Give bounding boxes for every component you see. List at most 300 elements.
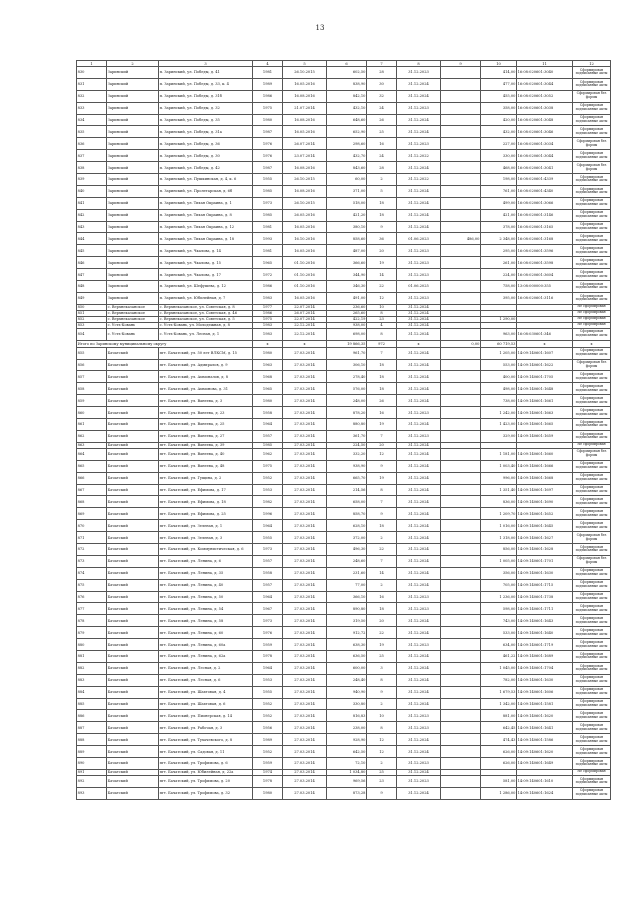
area-cell: 248,00 — [327, 395, 367, 407]
year-cell: 1980 — [253, 114, 283, 126]
date-cell: 27.03.2014 — [283, 520, 327, 532]
table-row — [77, 520, 611, 532]
date-cell: 26.07.2014 — [283, 310, 327, 316]
header-cell: 6 — [327, 61, 367, 67]
address-cell: п. Заринский, ул. Победы, д. 35 — [159, 114, 253, 126]
status-cell: Сформирован подписанные акты — [573, 686, 611, 698]
area-cell: 265,60 — [327, 310, 367, 316]
year-cell: 1976 — [253, 627, 283, 639]
area-cell: 1 034,80 — [327, 769, 367, 775]
header-cell: 12 — [573, 61, 611, 67]
table-row — [77, 567, 611, 579]
deadline-cell: 31.12.2024 — [397, 316, 441, 322]
status-cell: Сформирован подписанные акты — [573, 407, 611, 419]
address-cell: пгт. Бачатский, ул. Ванеева, д. 25 — [159, 419, 253, 431]
settlement-cell: Заринский — [107, 67, 159, 79]
table-row — [77, 430, 611, 442]
sum-cell: 738,00 — [481, 395, 517, 407]
table-row — [77, 67, 611, 79]
count-cell: 22 — [367, 627, 397, 639]
settlement-cell: Бачатский — [107, 371, 159, 383]
deadline-cell: 31.12.2023 — [397, 67, 441, 79]
settlement-cell: Бачатский — [107, 787, 159, 799]
row-number: 833 — [77, 102, 107, 114]
count-cell: 2 — [367, 174, 397, 186]
table-row — [77, 162, 611, 174]
area-cell: 652,90 — [327, 126, 367, 138]
date-cell: 27.03.2014 — [283, 639, 327, 651]
deadline-cell: 31.12.2023 — [397, 245, 441, 257]
sum-cell: 420,00 — [481, 114, 517, 126]
cadastral-cell: 14:09:140601:1581 — [517, 698, 573, 710]
deadline-cell: 31.12.2023 — [397, 757, 441, 769]
address-cell: пгт. Бачатский, ул. Шахтовая, д. 6 — [159, 698, 253, 710]
cadastral-cell: 14:09:140601:1620 — [517, 746, 573, 758]
area-cell: 602,50 — [327, 67, 367, 79]
row-number: 834 — [77, 114, 107, 126]
table-row — [77, 650, 611, 662]
date-cell: 16.05.2016 — [283, 78, 327, 90]
row-number: 857 — [77, 371, 107, 383]
address-cell: пгт. Бачатский, ул. Трофимова, д. 20 — [159, 775, 253, 787]
year-cell: 1973 — [253, 543, 283, 555]
table-row — [77, 257, 611, 269]
sum-cell: 1 205,00 — [481, 347, 517, 359]
total-sum-cell: 60 719,53 — [481, 340, 517, 347]
address-cell: п. Заринский, ул. Победы, д. 31а — [159, 126, 253, 138]
area-cell: 60,00 — [327, 174, 367, 186]
row-number: 863 — [77, 442, 107, 448]
deadline-cell: 31.12.2024 — [397, 304, 441, 310]
year-cell: 1989 — [253, 734, 283, 746]
row-number: 840 — [77, 185, 107, 197]
deadline-cell: 31.12.2024 — [397, 472, 441, 484]
settlement-cell: Заринский — [107, 150, 159, 162]
cadastral-cell: 14:09:140601:1738 — [517, 591, 573, 603]
date-cell: 26.10.2015 — [283, 174, 327, 186]
cadastral-cell: 14:09:140601:1607 — [517, 347, 573, 359]
area-cell: 648,60 — [327, 114, 367, 126]
status-cell: Сформирован подписанные акты — [573, 472, 611, 484]
date-cell: 16.10.2016 — [283, 233, 327, 245]
header-cell: 3 — [159, 61, 253, 67]
deadline-cell: 31.12.2022 — [397, 150, 441, 162]
deadline-cell: 31.12.2024 — [397, 555, 441, 567]
area-cell: 77,00 — [327, 579, 367, 591]
row-number: 885 — [77, 698, 107, 710]
sum-cell: 498,00 — [481, 383, 517, 395]
sum-cell: 705,00 — [481, 579, 517, 591]
table-row — [77, 746, 611, 758]
table-row — [77, 150, 611, 162]
row-number: 860 — [77, 407, 107, 419]
row-number: 865 — [77, 460, 107, 472]
column-9-cell — [441, 347, 481, 359]
address-cell: пгт. Бачатский, ул. Ефимова, д. 18 — [159, 496, 253, 508]
column-9-cell — [441, 555, 481, 567]
column-9-cell — [441, 567, 481, 579]
settlement-cell: Заринский — [107, 185, 159, 197]
deadline-cell: 31.12.2024 — [397, 662, 441, 674]
count-cell: 24 — [367, 102, 397, 114]
address-cell: пгт. Бачатский, ул. Юбилейная, д. 22а — [159, 769, 253, 775]
deadline-cell: 31.12.2024 — [397, 508, 441, 520]
column-9-cell — [441, 221, 481, 233]
count-cell: 3 — [367, 662, 397, 674]
date-cell: 27.03.2014 — [283, 775, 327, 787]
table-row — [77, 185, 611, 197]
settlement-cell: Бачатский — [107, 686, 159, 698]
row-number: 832 — [77, 90, 107, 102]
settlement-cell: Бачатский — [107, 347, 159, 359]
column-9-cell — [441, 460, 481, 472]
address-cell: с. Верхнеказанское, ул. Советская, д. 5 — [159, 316, 253, 322]
settlement-cell: Бачатский — [107, 757, 159, 769]
status-cell: Сформирован подписанные акты — [573, 508, 611, 520]
row-number: 830 — [77, 67, 107, 79]
sum-cell: 468,00 — [481, 162, 517, 174]
column-9-cell — [441, 430, 481, 442]
year-cell: 1993 — [253, 233, 283, 245]
status-cell: Сформирован подписанные акты — [573, 746, 611, 758]
cadastral-cell: 16:08:020601:3165 — [517, 221, 573, 233]
year-cell: 1953 — [253, 674, 283, 686]
column-9-cell — [441, 496, 481, 508]
row-number: 889 — [77, 746, 107, 758]
count-cell: 25 — [367, 650, 397, 662]
column-9-cell — [441, 710, 481, 722]
status-cell: Сформирован подписанные акты — [573, 347, 611, 359]
address-cell: п. Заринский, ул. Тихая Окраина, д. 18 — [159, 233, 253, 245]
year-cell: 1952 — [253, 710, 283, 722]
cadastral-cell: 14:09:140601:1628 — [517, 543, 573, 555]
area-cell: 330,80 — [327, 698, 367, 710]
count-cell: 16 — [367, 407, 397, 419]
date-cell: 27.03.2014 — [283, 734, 327, 746]
count-cell: 2 — [367, 757, 397, 769]
address-cell: п. Заринский, ул. Победы, д. 36 — [159, 138, 253, 150]
status-cell: Сформирован подписанные акты — [573, 710, 611, 722]
year-cell: 1980 — [253, 347, 283, 359]
table-row — [77, 787, 611, 799]
address-cell: пгт. Бачатский, ул. Аммонова, д. 31 — [159, 383, 253, 395]
row-number: 891 — [77, 769, 107, 775]
address-cell: п. Заринский, ул. Юбилейная, д. 7 — [159, 292, 253, 304]
count-cell: 8 — [367, 484, 397, 496]
table-row — [77, 472, 611, 484]
column-9-cell — [441, 543, 481, 555]
column-9-cell — [441, 579, 481, 591]
row-number: 870 — [77, 520, 107, 532]
row-number: 879 — [77, 627, 107, 639]
address-cell: пгт. Бачатский, ул. Ефимова, д. 17 — [159, 484, 253, 496]
address-cell: пгт. Бачатский, ул. Ленина, д. 40 — [159, 579, 253, 591]
row-number: 850 — [77, 304, 107, 310]
cadastral-cell: 14:09:140601:1705 — [517, 371, 573, 383]
date-cell: 27.03.2014 — [283, 627, 327, 639]
address-cell: пгт. Бачатский, ул. Ванеева, д. 48 — [159, 460, 253, 472]
table-row — [77, 114, 611, 126]
area-cell: 873,28 — [327, 787, 367, 799]
date-cell: 27.03.2014 — [283, 496, 327, 508]
header-cell: 4 — [253, 61, 283, 67]
sum-cell: 356,00 — [481, 567, 517, 579]
count-cell: 19 — [367, 639, 397, 651]
count-cell: 7 — [367, 430, 397, 442]
cadastral-cell: 14:09:140601:1630 — [517, 567, 573, 579]
address-cell: п. Заринский, ул. Победы, д. 41 — [159, 67, 253, 79]
address-cell: пгт. Бачатский, ул. Ленина, д. 6 — [159, 555, 253, 567]
column-9-cell — [441, 532, 481, 544]
column-9-cell — [441, 114, 481, 126]
date-cell: 27.03.2014 — [283, 722, 327, 734]
status-cell: Сформирован подписанные акты — [573, 126, 611, 138]
table-row — [77, 102, 611, 114]
date-cell: 16.08.2016 — [283, 185, 327, 197]
address-cell: пгт. Бачатский, ул. Ефимова, д. 25 — [159, 508, 253, 520]
cadastral-cell: 16:08:020601:3046 — [517, 126, 573, 138]
deadline-cell: 31.12.2022 — [397, 174, 441, 186]
deadline-cell: 31.12.2024 — [397, 734, 441, 746]
column-9-cell — [441, 603, 481, 615]
year-cell: 1986 — [253, 310, 283, 316]
status-cell: Сформирован подписанные акты — [573, 662, 611, 674]
settlement-cell: Заринский — [107, 269, 159, 281]
area-cell: 366,10 — [327, 591, 367, 603]
cadastral-cell: 14:09:140601:1641 — [517, 722, 573, 734]
year-cell: 1964 — [253, 591, 283, 603]
count-cell: 18 — [367, 383, 397, 395]
address-cell: п. Заринский, ул. Победы, д. 30 — [159, 150, 253, 162]
sum-cell: 1 242,00 — [481, 407, 517, 419]
table-row — [77, 174, 611, 186]
status-cell: Сформирован подписанные акты — [573, 233, 611, 245]
area-cell: 422,19 — [327, 316, 367, 322]
date-cell: 26.07.2014 — [283, 138, 327, 150]
address-cell: пгт. Бачатский, ул. Трофимова, д. 32 — [159, 787, 253, 799]
area-cell: 432,10 — [327, 102, 367, 114]
table-row — [77, 197, 611, 209]
date-cell: 27.03.2014 — [283, 442, 327, 448]
year-cell: 1975 — [253, 316, 283, 322]
address-cell: пгт. Бачатский, ул. Трофимова, д. 6 — [159, 757, 253, 769]
year-cell: 1952 — [253, 746, 283, 758]
row-number: 869 — [77, 508, 107, 520]
area-cell: 890,80 — [327, 603, 367, 615]
row-number: 877 — [77, 603, 107, 615]
area-cell: 332,20 — [327, 448, 367, 460]
sum-cell: 1 181,00 — [481, 448, 517, 460]
status-cell: Сформирован подписанные акты — [573, 591, 611, 603]
settlement-cell: Заринский — [107, 102, 159, 114]
cadastral-cell: 16:08:030601:346 — [517, 328, 573, 340]
status-cell: Сформирован без формы — [573, 162, 611, 174]
table-row — [77, 579, 611, 591]
column-9-cell — [441, 787, 481, 799]
status-cell: Сформирован подписанные акты — [573, 722, 611, 734]
sum-cell: 553,00 — [481, 359, 517, 371]
column-9-cell — [441, 185, 481, 197]
deadline-cell: 31.12.2024 — [397, 322, 441, 328]
count-cell: 12 — [367, 448, 397, 460]
cadastral-cell: 14:09:140601:1586 — [517, 734, 573, 746]
settlement-cell: Заринский — [107, 233, 159, 245]
cadastral-cell: 14:09:140601:1701 — [517, 555, 573, 567]
count-cell: 30 — [367, 78, 397, 90]
year-cell: 1975 — [253, 102, 283, 114]
column-9-cell — [441, 650, 481, 662]
cadastral-cell: 14:09:140601:1663 — [517, 407, 573, 419]
year-cell: 1980 — [253, 395, 283, 407]
cadastral-cell: 16:08:020601:3066 — [517, 197, 573, 209]
cadastral-cell: 14:09:140601:1665 — [517, 419, 573, 431]
year-cell: 1967 — [253, 603, 283, 615]
sum-cell: 224,00 — [481, 269, 517, 281]
row-number: 843 — [77, 221, 107, 233]
row-number: 854 — [77, 328, 107, 340]
table-row — [77, 138, 611, 150]
settlement-cell: Бачатский — [107, 532, 159, 544]
settlement-cell: с. Верхнеказанское — [107, 310, 159, 316]
count-cell: 25 — [367, 769, 397, 775]
date-cell: 27.03.2014 — [283, 460, 327, 472]
count-cell: 20 — [367, 442, 397, 448]
column-9-cell — [441, 162, 481, 174]
year-cell: 1962 — [253, 448, 283, 460]
address-cell: пгт. Бачатский, ул. Шахтовая, д. 4 — [159, 686, 253, 698]
sum-cell: 761,00 — [481, 185, 517, 197]
column-9-cell — [441, 615, 481, 627]
status-cell: Сформирован подписанные акты — [573, 734, 611, 746]
settlement-cell: Бачатский — [107, 639, 159, 651]
table-row — [77, 722, 611, 734]
column-9-cell — [441, 371, 481, 383]
settlement-cell: Бачатский — [107, 508, 159, 520]
deadline-cell: 31.12.2024 — [397, 567, 441, 579]
status-cell: Сформирован подписанные акты — [573, 543, 611, 555]
row-number: 872 — [77, 543, 107, 555]
cadastral-cell: 14:09:140601:1666 — [517, 460, 573, 472]
sum-cell: 329,00 — [481, 430, 517, 442]
cadastral-cell: 16:08:020601:3041 — [517, 162, 573, 174]
settlement-cell: Бачатский — [107, 460, 159, 472]
date-cell: 27.03.2014 — [283, 407, 327, 419]
settlement-cell: Бачатский — [107, 769, 159, 775]
table-row — [77, 591, 611, 603]
status-cell: Не сформирован — [573, 304, 611, 310]
settlement-cell: Заринский — [107, 257, 159, 269]
deadline-cell: 31.12.2024 — [397, 114, 441, 126]
address-cell: п. Заринский, ул. Победы, д. 33, к. 4 — [159, 78, 253, 90]
row-number: 892 — [77, 775, 107, 787]
column-9-cell — [441, 395, 481, 407]
date-cell: 27.03.2014 — [283, 419, 327, 431]
row-number: 866 — [77, 472, 107, 484]
deadline-cell: 31.12.2024 — [397, 162, 441, 174]
sum-cell: 378,00 — [481, 221, 517, 233]
status-cell: Сформирован подписанные акты — [573, 371, 611, 383]
status-cell: Сформирован подписанные акты — [573, 460, 611, 472]
count-cell: 10 — [367, 304, 397, 310]
address-cell: п. Заринский, ул. Пушкинская, д. 4, к. 6 — [159, 174, 253, 186]
column-9-cell — [441, 383, 481, 395]
table-row — [77, 383, 611, 395]
year-cell: 1987 — [253, 162, 283, 174]
cadastral-cell: 16:08:020601:3044 — [517, 150, 573, 162]
address-cell: пгт. Бачатский, ул. Ленина, д. 62а — [159, 650, 253, 662]
settlement-cell: Бачатский — [107, 407, 159, 419]
row-number: 852 — [77, 316, 107, 322]
row-number: 855 — [77, 347, 107, 359]
area-cell: 380,10 — [327, 221, 367, 233]
status-cell: Сформирован подписанные акты — [573, 67, 611, 79]
page-number: 13 — [315, 24, 325, 32]
column-9-cell — [441, 419, 481, 431]
deadline-cell: 31.12.2023 — [397, 775, 441, 787]
table-row — [77, 460, 611, 472]
deadline-cell: 31.12.2024 — [397, 650, 441, 662]
row-number: 887 — [77, 722, 107, 734]
year-cell: 1964 — [253, 520, 283, 532]
cadastral-cell: 16:08:020601:3034 — [517, 138, 573, 150]
table-row — [77, 395, 611, 407]
count-cell: 2 — [367, 579, 397, 591]
year-cell: 1972 — [253, 269, 283, 281]
sum-cell: 474,43 — [481, 734, 517, 746]
area-cell: 858,60 — [327, 233, 367, 245]
status-cell: Сформирован подписанные акты — [573, 698, 611, 710]
column-9-cell — [441, 407, 481, 419]
address-cell: пгт. Бачатский, ул. Тухачевского, д. 8 — [159, 734, 253, 746]
cadastral-cell: 14:09:140601:1648 — [517, 383, 573, 395]
year-cell: 1958 — [253, 407, 283, 419]
year-cell: 1986 — [253, 90, 283, 102]
row-number: 864 — [77, 448, 107, 460]
table-row — [77, 686, 611, 698]
address-cell: п. Заринский, ул. Пролетарская, д. 6б — [159, 185, 253, 197]
count-cell: 18 — [367, 359, 397, 371]
row-number: 835 — [77, 126, 107, 138]
year-cell: 1974 — [253, 769, 283, 775]
settlement-cell: Бачатский — [107, 591, 159, 603]
area-cell: 843,60 — [327, 162, 367, 174]
count-cell: 18 — [367, 520, 397, 532]
settlement-cell: с. Усть-Ковань — [107, 322, 159, 328]
total-floors-cell: 972 — [367, 340, 397, 347]
table-row — [77, 627, 611, 639]
deadline-cell: 31.12.2024 — [397, 185, 441, 197]
address-cell: пгт. Бачатский, ул. Ленина, д. 58 — [159, 615, 253, 627]
status-cell: Сформирован подписанные акты — [573, 328, 611, 340]
address-cell: пгт. Бачатский, ул. Зеленая, д. 3 — [159, 532, 253, 544]
date-cell: 21.07.2014 — [283, 102, 327, 114]
status-cell: Сформирован подписанные акты — [573, 150, 611, 162]
date-cell: 22.12.2014 — [283, 322, 327, 328]
table-row — [77, 674, 611, 686]
address-cell: п. Заринский, ул. Чкалова, д. 14 — [159, 245, 253, 257]
address-cell: пгт. Бачатский, ул. 50 лет ВЛКСМ, д. 15 — [159, 347, 253, 359]
sum-cell: 432,00 — [481, 126, 517, 138]
year-cell: 1965 — [253, 383, 283, 395]
date-cell: 22.12.2014 — [283, 328, 327, 340]
total-c9-cell: 0,00 — [441, 340, 481, 347]
settlement-cell: Бачатский — [107, 627, 159, 639]
sum-cell: 533,00 — [481, 627, 517, 639]
column-9-cell — [441, 138, 481, 150]
address-cell: пгт. Бачатский, ул. Ванеева, д. 3 — [159, 395, 253, 407]
status-cell: Сформирован подписанные акты — [573, 395, 611, 407]
table-row — [77, 698, 611, 710]
